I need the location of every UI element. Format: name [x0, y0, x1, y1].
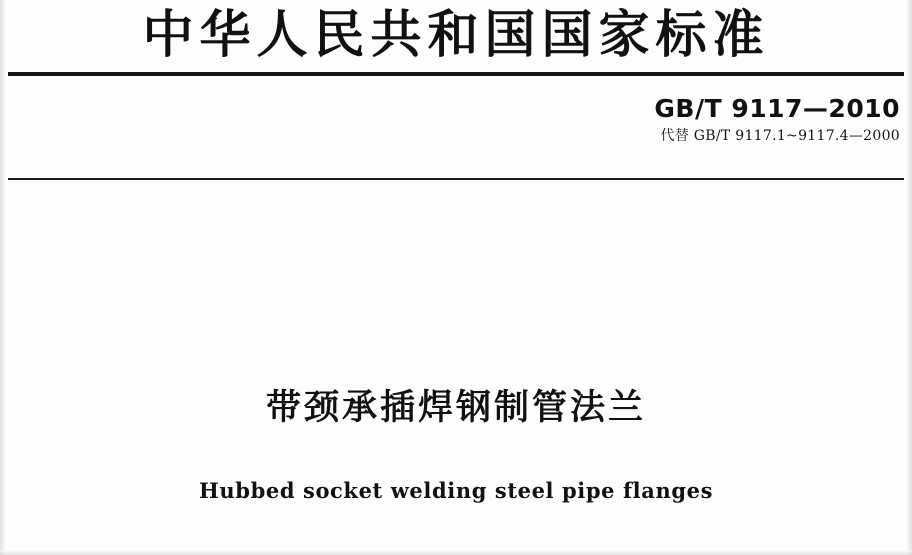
standard-replaces-note: 代替 GB/T 9117.1~9117.4—2000 — [660, 128, 900, 144]
page-title: 带颈承插焊钢制管法兰 — [265, 388, 646, 428]
page-subtitle-english: Hubbed socket welding steel pipe flanges — [198, 478, 713, 503]
page-edge-shading-left — [0, 0, 6, 555]
national-standard-banner-title: 中华人民共和国国家标准 — [142, 6, 770, 65]
header-divider-thin — [8, 178, 904, 180]
page-edge-shading-right — [906, 0, 912, 555]
standard-number: GB/T 9117—2010 — [654, 94, 900, 123]
standard-number-block — [654, 94, 900, 145]
header-divider-thick — [8, 72, 904, 76]
page-edge-shading-bottom — [0, 550, 912, 555]
